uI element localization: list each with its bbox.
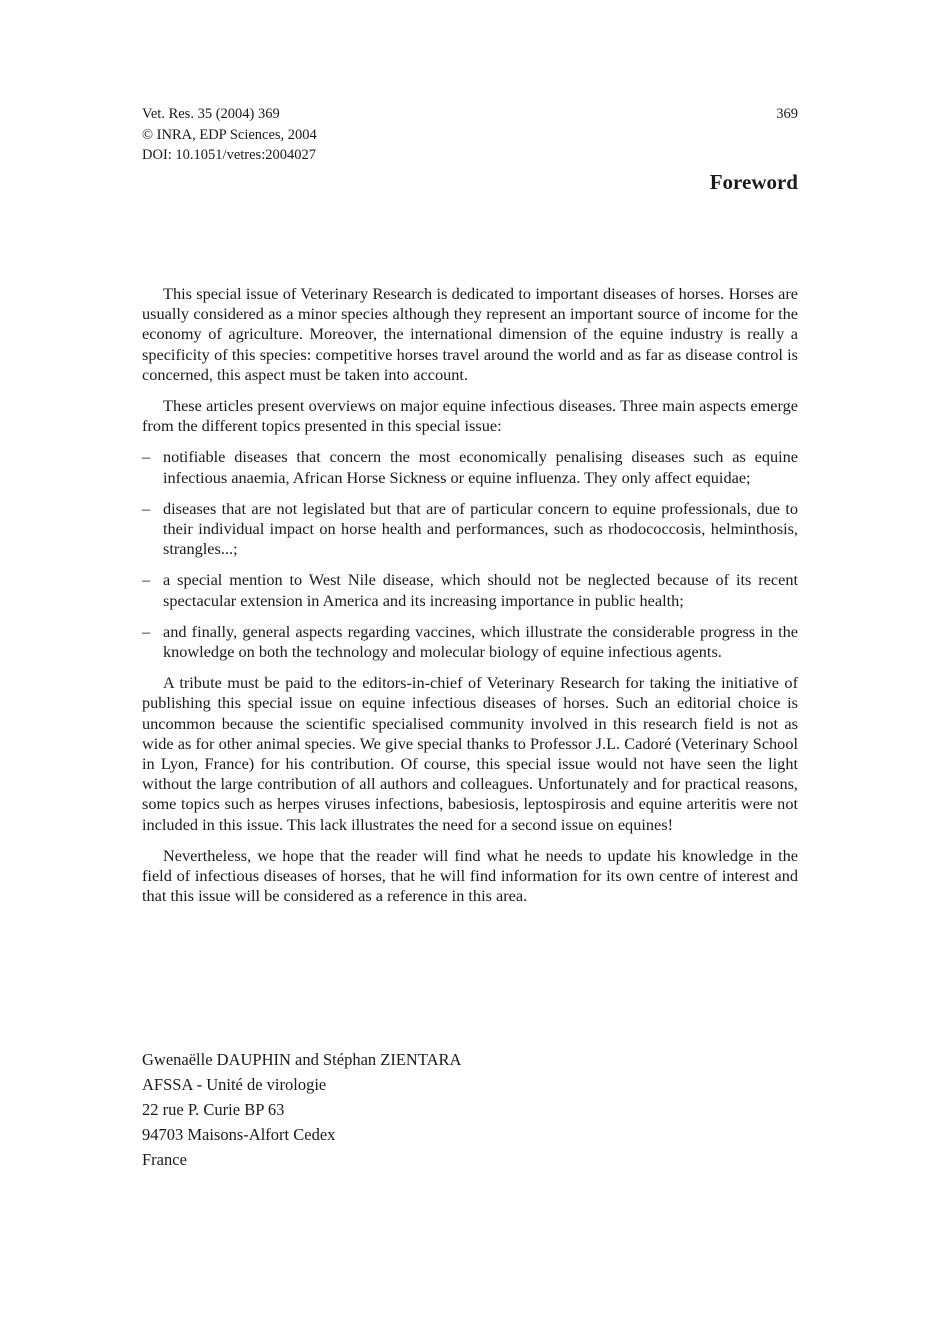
paragraph-tribute: A tribute must be paid to the editors-in-chief of Veterinary Research for taking the initiative of publishing this special issue on equine infectious diseases of horses. Such an editorial choice is uncommon because the scientific specialised community involved in this research field is not as wide as for other animal species. We give special thanks to Professor J.L. Cadoré (Veterinary School in Lyon, France) for his contribution. Of course, this special issue would not have seen the light without the large contribution of all authors and colleagues. Unfortunately and for practical reasons, some topics such as herpes viruses infections, babesiosis, leptospirosis and equine arteritis were not included in this issue. This lack illustrates the need for a second issue on equines! — [142, 673, 798, 834]
article-title: Foreword — [709, 170, 798, 194]
topics-list — [142, 447, 798, 662]
author-signature — [142, 1047, 461, 1172]
list-item — [142, 499, 798, 560]
paragraph-closing: Nevertheless, we hope that the reader will find what he needs to update his knowledge in the field of infectious diseases of horses, that he will find information for its own centre of interest and that this issue will be considered as a reference in this area. — [142, 845, 798, 906]
list-item — [142, 622, 798, 662]
author-names: Gwenaëlle DAUPHIN and Stéphan ZIENTARA — [142, 1050, 462, 1069]
copyright-line: © INRA, EDP Sciences, 2004 — [142, 126, 317, 143]
list-item-text: and finally, general aspects regarding vaccines, which illustrate the considerable progress in the knowledge on both the technology and molecular biology of equine infectious agents. — [163, 621, 798, 662]
author-street: 22 rue P. Curie BP 63 — [142, 1100, 285, 1119]
author-affiliation: AFSSA - Unité de virologie — [142, 1075, 327, 1094]
citation-header — [142, 104, 317, 166]
list-dash: – — [142, 498, 151, 518]
paragraph-intro: This special issue of Veterinary Research is dedicated to important diseases of horses. Horses are usually considered as a minor species although they represent an important source of income for the economy of agriculture. Moreover, the international dimension of the equine industry is really a specificity of this species: competitive horses travel around the world and as far as disease control is concerned, this aspect must be taken into account. — [142, 284, 798, 384]
list-item — [142, 570, 798, 610]
list-item-text: notifiable diseases that concern the most economically penalising diseases such as equine infectious anaemia, African Horse Sickness or equine influenza. They only affect equidae; — [163, 447, 798, 487]
list-item-text: diseases that are not legislated but that are of particular concern to equine professionals, due to their individual impact on horse health and performances, such as rhodococcosis, helminthosis, strangles...; — [163, 498, 798, 559]
journal-reference: Vet. Res. 35 (2004) 369 — [142, 106, 280, 122]
paragraph-overview: These articles present overviews on major equine infectious diseases. Three main aspects emerge from the different topics presented in this special issue: — [142, 396, 798, 436]
author-country: France — [142, 1150, 187, 1169]
list-dash: – — [142, 447, 151, 467]
article-body — [142, 284, 798, 917]
list-item — [142, 447, 798, 487]
doi-line: DOI: 10.1051/vetres:2004027 — [142, 147, 316, 163]
page-number: 369 — [776, 106, 798, 122]
author-city: 94703 Maisons-Alfort Cedex — [142, 1125, 336, 1144]
list-item-text: a special mention to West Nile disease, which should not be neglected because of its recent spectacular extension in America and its increasing importance in public health; — [163, 570, 798, 610]
list-dash: – — [142, 621, 151, 641]
list-dash: – — [142, 570, 151, 590]
